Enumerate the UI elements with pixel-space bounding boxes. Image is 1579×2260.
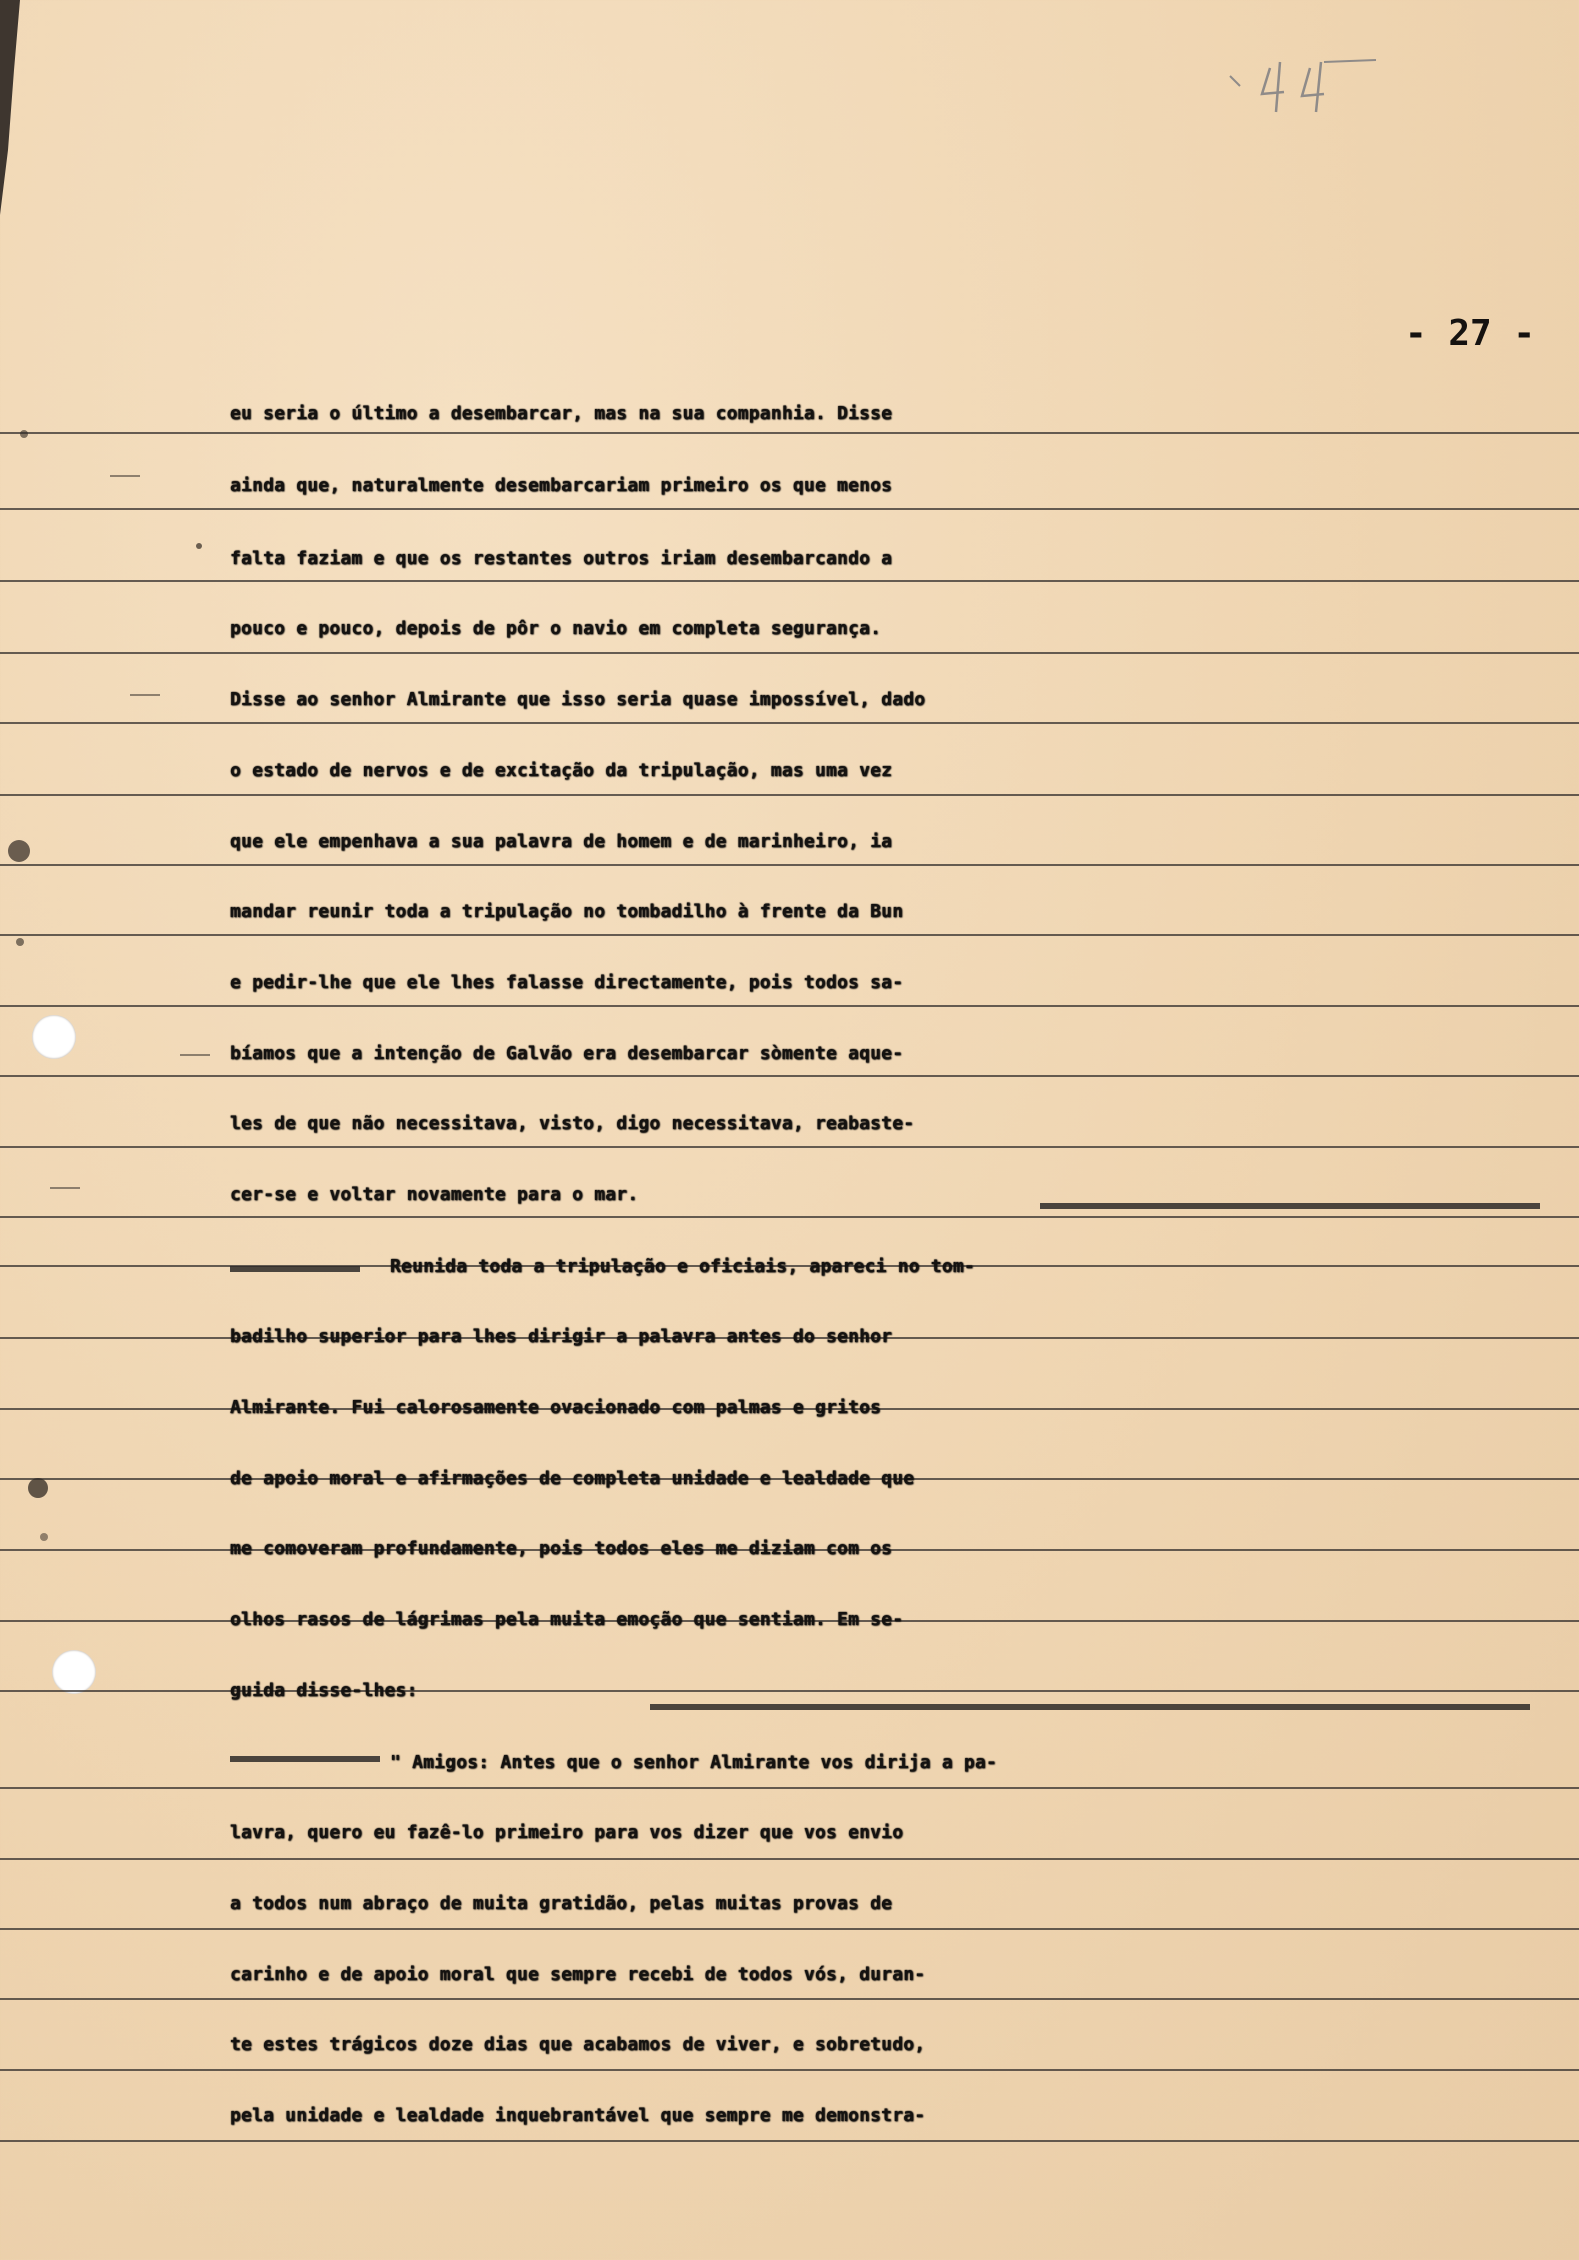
binding-shadow [0,0,20,220]
page-number: - 27 - [1405,313,1536,354]
text-line: bíamos que a intenção de Galvão era desembarcar sòmente aque- [230,1043,904,1064]
ruled-line [0,864,1579,866]
ink-speck [196,543,202,549]
filler-dash [230,1266,360,1272]
ruled-line [0,508,1579,510]
text-line: badilho superior para lhes dirigir a palavra antes do senhor [230,1326,893,1347]
text-line: pouco e pouco, depois de pôr o navio em completa segurança. [230,618,882,639]
text-line: te estes trágicos doze dias que acabamos de viver, e sobretudo, [230,2034,926,2055]
ruled-line [0,652,1579,654]
text-line: carinho e de apoio moral que sempre recebi de todos vós, duran- [230,1964,926,1985]
text-line: guida disse-lhes: [230,1680,418,1701]
text-line: e pedir-lhe que ele lhes falasse directamente, pois todos sa- [230,972,904,993]
archive-number [1228,48,1378,118]
ruled-line [0,2140,1579,2142]
ink-speck [8,840,30,862]
ruled-line [0,1998,1579,2000]
text-line: me comoveram profundamente, pois todos eles me diziam com os [230,1538,893,1559]
text-line: Almirante. Fui calorosamente ovacionado com palmas e gritos [230,1397,882,1418]
ruled-line [0,1928,1579,1930]
text-line: Disse ao senhor Almirante que isso seria quase impossível, dado [230,689,926,710]
ruled-line [0,580,1579,582]
text-line: que ele empenhava a sua palavra de homem e de marinheiro, ia [230,831,893,852]
text-line: de apoio moral e afirmações de completa unidade e lealdade que [230,1468,915,1489]
text-line: " Amigos: Antes que o senhor Almirante vos dirija a pa- [390,1752,998,1773]
ink-speck [16,938,24,946]
ruled-line [0,722,1579,724]
ruled-line [0,1787,1579,1789]
margin-tick [130,694,160,696]
margin-tick [180,1054,210,1056]
ruled-line [0,1146,1579,1148]
text-line: a todos num abraço de muita gratidão, pelas muitas provas de [230,1893,893,1914]
ruled-line [0,934,1579,936]
margin-tick [50,1187,80,1189]
text-line: mandar reunir toda a tripulação no tombadilho à frente da Bun [230,901,904,922]
ink-speck [40,1533,48,1541]
margin-tick [110,475,140,477]
punch-hole-upper [32,1015,76,1059]
ruled-line [0,2069,1579,2071]
ruled-line [0,1858,1579,1860]
text-line: o estado de nervos e de excitação da tripulação, mas uma vez [230,760,893,781]
text-line: pela unidade e lealdade inquebrantável que sempre me demonstra- [230,2105,926,2126]
ruled-line [0,1005,1579,1007]
punch-hole-lower [52,1650,96,1694]
text-line: Reunida toda a tripulação e oficiais, apareci no tom- [390,1256,975,1277]
text-line: les de que não necessitava, visto, digo necessitava, reabaste- [230,1113,915,1134]
text-line: lavra, quero eu fazê-lo primeiro para vos dizer que vos envio [230,1822,904,1843]
text-line: ainda que, naturalmente desembarcariam primeiro os que menos [230,475,893,496]
text-line: falta faziam e que os restantes outros iriam desembarcando a [230,548,893,569]
text-line: cer-se e voltar novamente para o mar. [230,1184,639,1205]
ink-speck [28,1478,48,1498]
ruled-line [0,1075,1579,1077]
filler-dash [230,1756,380,1762]
ruled-line [0,794,1579,796]
text-line: eu seria o último a desembarcar, mas na sua companhia. Disse [230,403,893,424]
text-line: olhos rasos de lágrimas pela muita emoção que sentiam. Em se- [230,1609,904,1630]
ruled-line [0,1216,1579,1218]
